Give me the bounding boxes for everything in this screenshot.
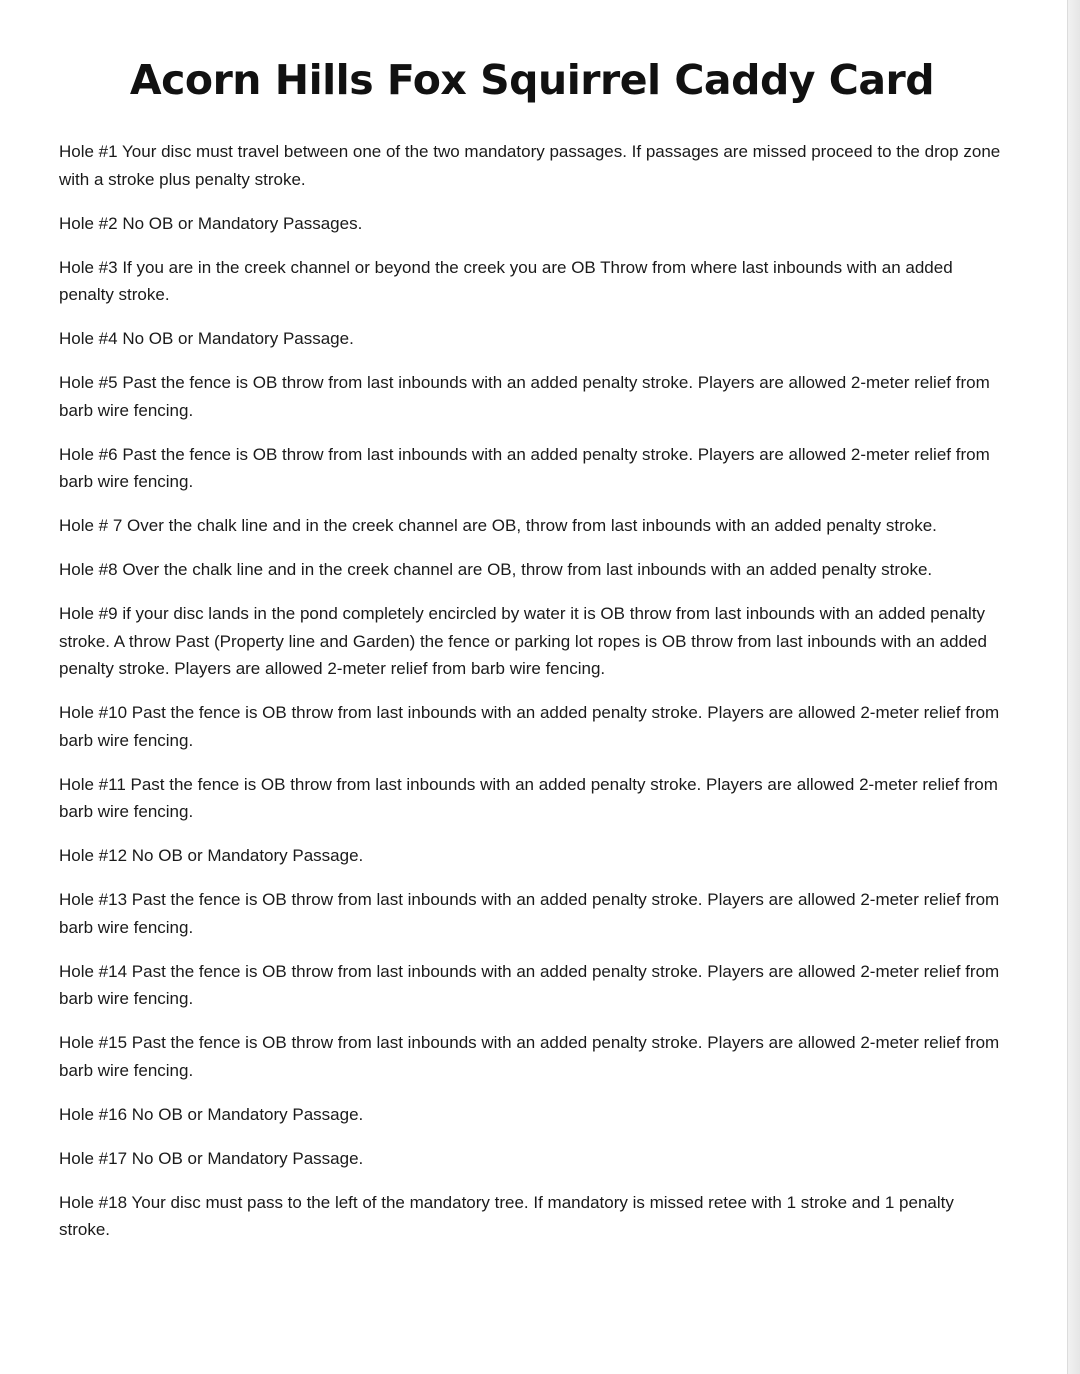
hole-rule-16: Hole #16 No OB or Mandatory Passage. (59, 1104, 364, 1124)
hole-rule-18: Hole #18 Your disc must pass to the left of the mandatory tree. If mandatory is missed retee with 1 stroke and 1 penalty stroke. (59, 1192, 954, 1239)
hole-rule-14: Hole #14 Past the fence is OB throw from last inbounds with an added penalty stroke. Players are allowed 2-meter relief from barb wire fencing. (59, 961, 1000, 1008)
hole-rule-6: Hole #6 Past the fence is OB throw from last inbounds with an added penalty stroke. Players are allowed 2-meter relief from barb wire fencing. (59, 444, 990, 491)
page-title: Acorn Hills Fox Squirrel Caddy Card (129, 56, 935, 104)
hole-rule-4: Hole #4 No OB or Mandatory Passage. (59, 329, 354, 348)
hole-rules-list (59, 138, 1009, 1260)
hole-rule-10: Hole #10 Past the fence is OB throw from last inbounds with an added penalty stroke. Players are allowed 2-meter relief from barb wire fencing. (59, 703, 1000, 750)
hole-rule-11: Hole #11 Past the fence is OB throw from last inbounds with an added penalty stroke. Players are allowed 2-meter relief from barb wire fencing. (59, 774, 998, 821)
page-edge-shadow (1067, 0, 1080, 1374)
hole-rule-2: Hole #2 No OB or Mandatory Passages. (59, 213, 363, 233)
hole-rule-7: Hole # 7 Over the chalk line and in the creek channel are OB, throw from last inbounds with an added penalty stroke. (59, 516, 937, 535)
hole-rule-13: Hole #13 Past the fence is OB throw from last inbounds with an added penalty stroke. Players are allowed 2-meter relief from barb wire fencing. (59, 890, 1000, 937)
hole-rule-15: Hole #15 Past the fence is OB throw from last inbounds with an added penalty stroke. Players are allowed 2-meter relief from barb wire fencing. (59, 1033, 1000, 1080)
hole-rule-1: Hole #1 Your disc must travel between one of the two mandatory passages. If passages are missed proceed to the drop zone with a stroke plus penalty stroke. (59, 142, 1001, 189)
hole-rule-17: Hole #17 No OB or Mandatory Passage. (59, 1148, 364, 1168)
hole-rule-9: Hole #9 if your disc lands in the pond completely encircled by water it is OB throw from last inbounds with an added penalty stroke. A throw Past (Property line and Garden) the fence or parking lot ropes is OB throw from last inbounds with an added penalty stroke. Players are allowed 2-meter relief from barb wire fencing. (59, 604, 987, 678)
hole-rule-3: Hole #3 If you are in the creek channel or beyond the creek you are OB Throw from where last inbounds with an added penalty stroke. (59, 257, 953, 304)
hole-rule-5: Hole #5 Past the fence is OB throw from last inbounds with an added penalty stroke. Players are allowed 2-meter relief from barb wire fencing. (59, 373, 990, 420)
hole-rule-8: Hole #8 Over the chalk line and in the creek channel are OB, throw from last inbounds with an added penalty stroke. (59, 560, 933, 579)
hole-rule-12: Hole #12 No OB or Mandatory Passage. (59, 846, 364, 865)
